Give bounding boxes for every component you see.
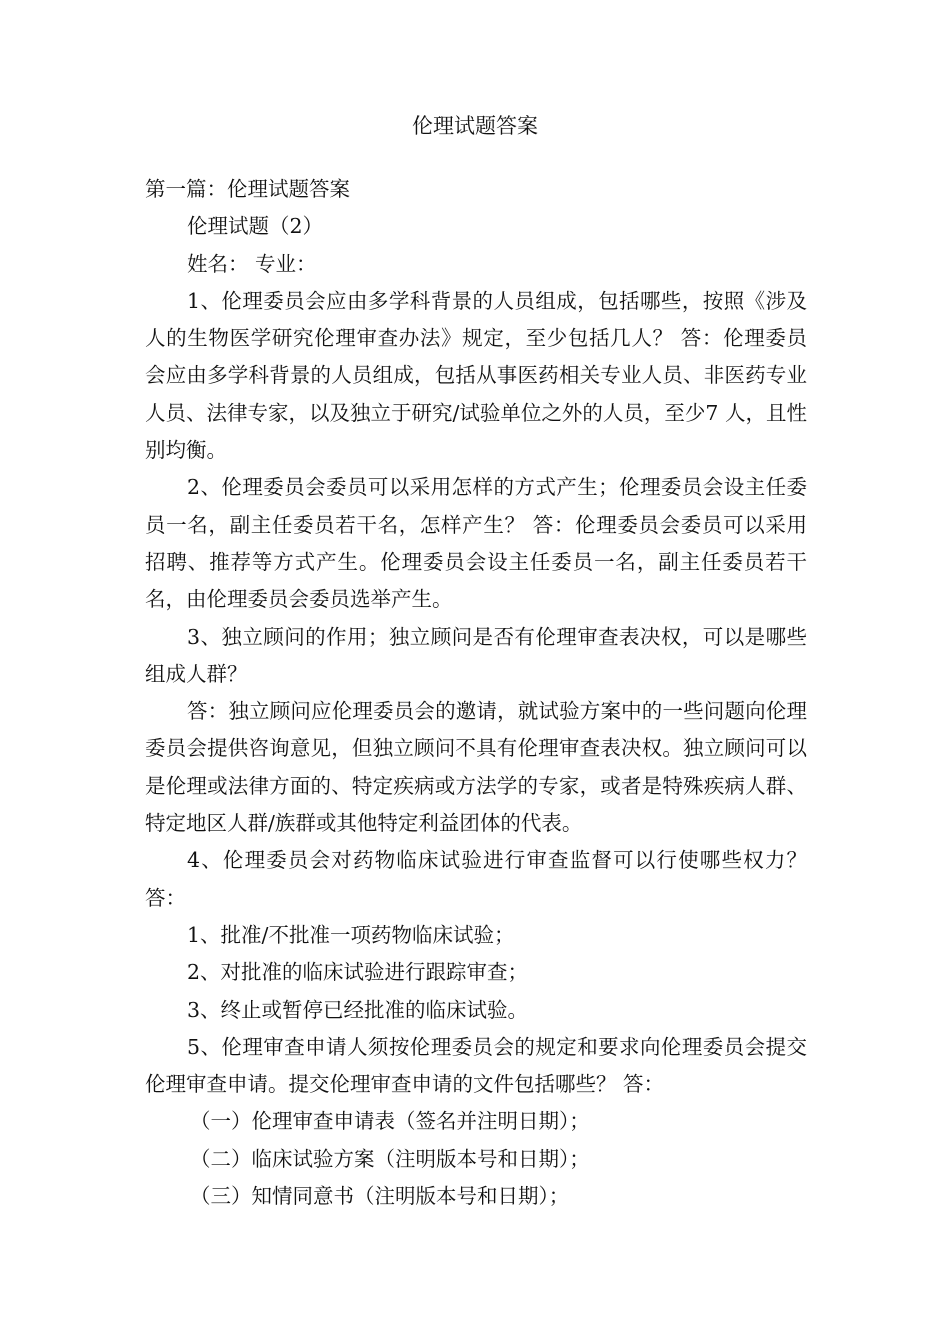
document-title: 伦理试题答案 [412, 114, 538, 138]
answer-5-item-2: （二）临床试验方案（注明版本号和日期）； [190, 1146, 590, 1171]
answer-4-item-1: 1、批准/不批准一项药物临床试验； [187, 922, 515, 947]
answer-5-item-3: （三）知情同意书（注明版本号和日期）； [190, 1184, 570, 1209]
exam-title: 伦理试题（2） [187, 214, 324, 239]
answer-3: 答：独立顾问应伦理委员会的邀请，就试验方案中的一些问题向伦理委员会提供咨询意见，但独立顾问不具有伦理审查表决权。独立顾问可以是伦理或法律方面的、特定疾病或方法学的专家，或者是特殊疾病人群、特定地区人群/族群或其他特定利益团体的代表。 [145, 699, 807, 836]
question-5: 5、伦理审查申请人须按伦理委员会的规定和要求向伦理委员会提交伦理审查申请。提交伦理审查申请的文件包括哪些？ 答： [145, 1034, 807, 1097]
answer-4-item-2: 2、对批准的临床试验进行跟踪审查； [187, 960, 529, 985]
answer-5-item-1: （一）伦理审查申请表（签名并注明日期）； [190, 1109, 590, 1134]
name-major-line: 姓名： 专业： [187, 251, 317, 276]
question-4: 4、伦理委员会对药物临床试验进行审查监督可以行使哪些权力？ 答： [145, 848, 807, 910]
section-heading: 第一篇：伦理试题答案 [145, 177, 350, 201]
document-body [145, 171, 807, 1215]
question-3: 3、独立顾问的作用；独立顾问是否有伦理审查表决权，可以是哪些组成人群？ [145, 624, 807, 686]
answer-4-item-3: 3、终止或暂停已经批准的临床试验。 [187, 997, 529, 1022]
question-2: 2、伦理委员会委员可以采用怎样的方式产生；伦理委员会设主任委员一名，副主任委员若干名，怎样产生？ 答：伦理委员会委员可以采用招聘、推荐等方式产生。伦理委员会设主任委员一名，副主任委员若干名，由伦理委员会委员选举产生。 [145, 475, 807, 612]
question-1: 1、伦理委员会应由多学科背景的人员组成，包括哪些，按照《涉及人的生物医学研究伦理审查办法》规定，至少包括几人？ 答：伦理委员会应由多学科背景的人员组成，包括从事医药相关专业人员、非医药专业人员、法律专家，以及独立于研究/试验单位之外的人员，至少7 人，且性别均衡。 [145, 288, 807, 463]
